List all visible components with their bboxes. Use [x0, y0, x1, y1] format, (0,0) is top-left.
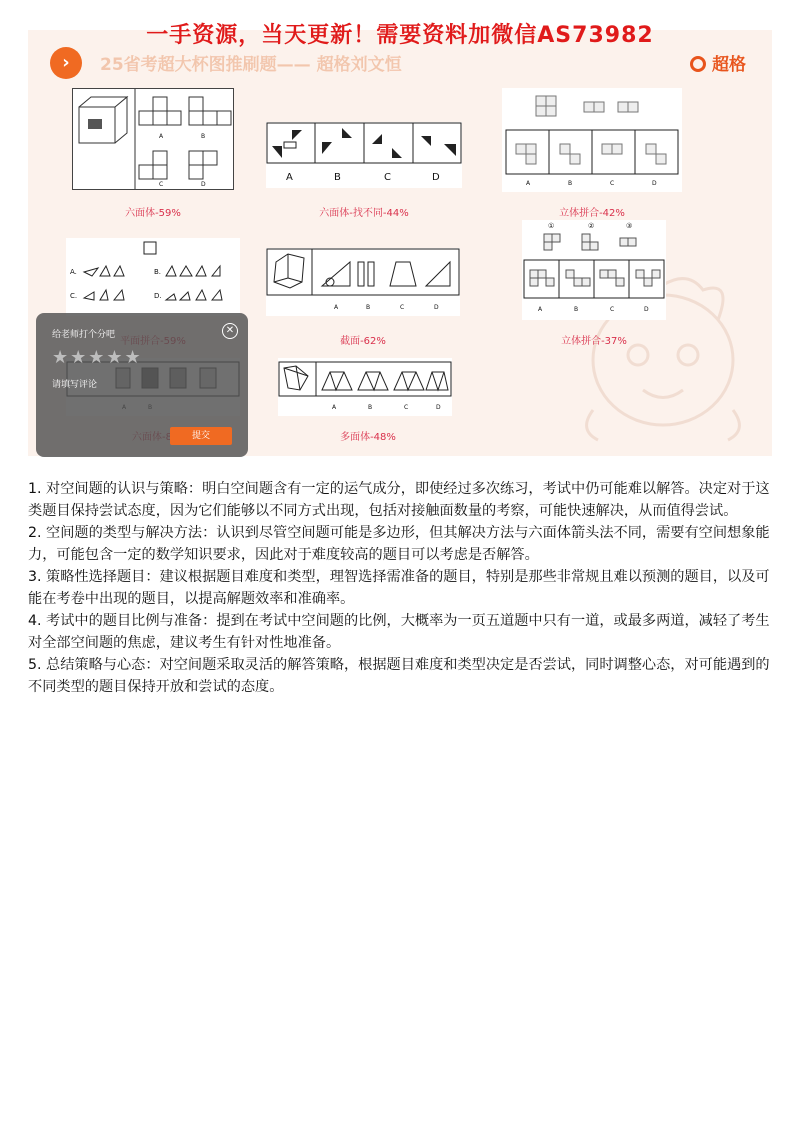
option-label: A — [526, 180, 531, 187]
option-label: C — [404, 404, 409, 411]
option-label: A — [286, 172, 293, 183]
watermark-text: 一手资源，当天更新！需要资料加微信AS73982 — [146, 23, 654, 48]
note-item: 3. 策略性选择题目：建议根据题目难度和类型，理智选择需准备的题目，特别是那些非常规且难以预测的题目，以及可能在考卷中出现的题目，以提高解题效率和准确率。 — [28, 569, 770, 607]
option-label: B — [574, 306, 579, 313]
brand-logo — [690, 50, 746, 75]
figure-caption: 六面体-找不同-44% — [319, 208, 409, 219]
option-label: C — [384, 172, 391, 183]
option-label: D. — [154, 292, 162, 300]
submit-button[interactable]: 提交 — [170, 427, 232, 445]
figure-caption: 立体拼合-37% — [561, 336, 627, 347]
close-icon[interactable]: ✕ — [222, 323, 238, 339]
figure-caption: 截面-62% — [340, 336, 386, 347]
figure-caption: 多面体-48% — [340, 432, 396, 443]
rating-panel — [36, 313, 248, 457]
figure-caption: 六面体-59% — [125, 208, 181, 219]
option-label: A — [538, 306, 543, 313]
option-label: B — [201, 133, 206, 140]
option-label: A — [334, 304, 339, 311]
part-label: ② — [588, 222, 595, 230]
option-label: B — [334, 172, 341, 183]
option-label: C. — [70, 292, 78, 300]
figure-cross-section — [266, 248, 460, 316]
part-label: ③ — [626, 222, 633, 230]
g-logo-icon — [690, 56, 706, 72]
note-item: 1. 对空间题的认识与策略：明白空间题含有一定的运气成分，即使经过多次练习，考试中仍可能难以解答。决定对于这类题目保持尝试态度，因为它们能够以不同方式出现，包括对接触面数量的考察，可能快速解决，从而值得尝试。 — [28, 481, 770, 519]
note-item: 4. 考试中的题目比例与准备：提到在考试中空间题的比例，大概率为一页五道题中只有一道，或最多两道，减轻了考生对全部空间题的焦虑，建议考生有针对性地准备。 — [28, 613, 770, 651]
figure-cube-net — [72, 88, 234, 190]
option-label: B. — [154, 268, 162, 276]
part-label: ① — [548, 222, 555, 230]
banner-title: 25省考超大杯图推刷题—— 超格刘文恒 — [100, 55, 402, 75]
option-label: C — [610, 306, 615, 313]
figure-caption: 立体拼合-42% — [559, 208, 625, 219]
option-label: D — [201, 181, 206, 188]
option-label: D — [652, 180, 657, 187]
option-label: D — [436, 404, 441, 411]
option-label: B — [366, 304, 371, 311]
option-label: A — [159, 133, 164, 140]
chevron-right-icon: › — [50, 47, 82, 79]
option-label: B — [568, 180, 573, 187]
star-rating[interactable]: ★★★★★ — [52, 347, 143, 368]
option-label: B — [368, 404, 373, 411]
figure-plane-assembly — [66, 238, 240, 316]
note-item: 5. 总结策略与心态：对空间题采取灵活的解答策略，根据题目难度和类型决定是否尝试，同时调整心态，对可能遇到的不同类型的题目保持开放和尝试的态度。 — [28, 657, 770, 695]
brand-name: 超格 — [712, 55, 746, 75]
option-label: D — [644, 306, 649, 313]
note-item: 2. 空间题的类型与解决方法：认识到尽管空间题可能是多边形，但其解决方法与六面体箭头法不同，需要有空间想象能力，可能包含一定的数学知识要求，因此对于难度较高的题目可以考虑是否解答。 — [28, 525, 770, 563]
summary-notes — [28, 478, 772, 698]
option-label: C — [610, 180, 615, 187]
option-label: A. — [70, 268, 77, 276]
comment-prompt[interactable]: 请填写评论 — [52, 380, 98, 390]
option-label: D — [432, 172, 440, 183]
option-label: C — [159, 181, 164, 188]
figure-polyhedron — [278, 358, 452, 416]
option-label: C — [400, 304, 405, 311]
figure-solid-assembly — [502, 88, 682, 192]
figure-cube-odd-one-out — [266, 122, 462, 188]
rating-title: 给老师打个分吧 — [52, 330, 116, 340]
figure-solid-assembly-2 — [522, 220, 666, 320]
option-label: A — [332, 404, 337, 411]
option-label: D — [434, 304, 439, 311]
